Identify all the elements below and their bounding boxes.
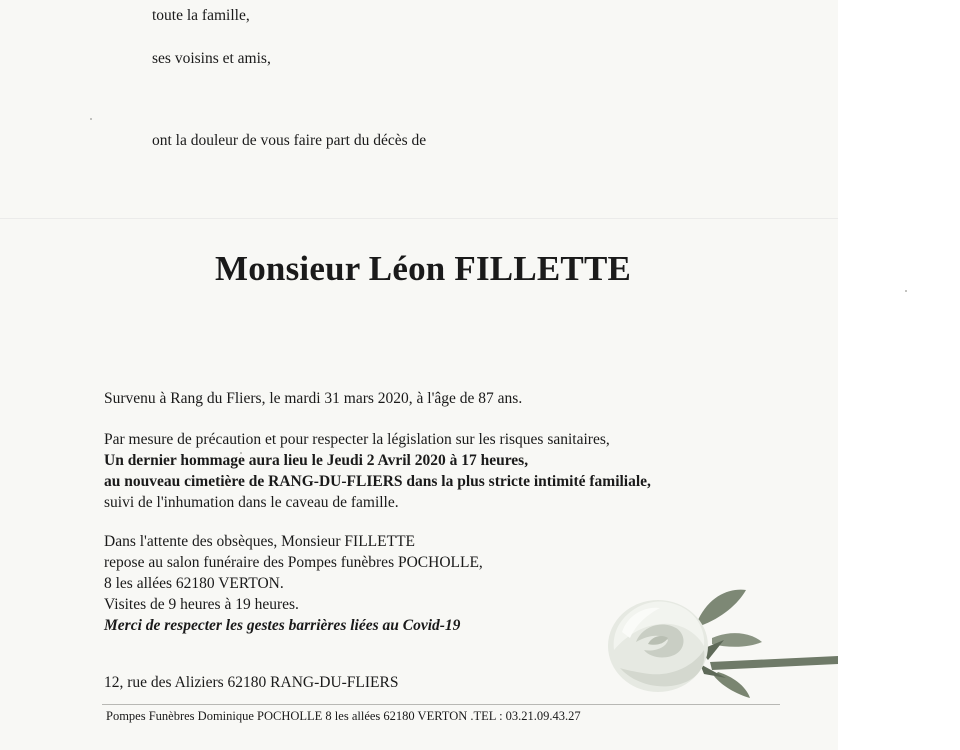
family-address: 12, rue des Aliziers 62180 RANG-DU-FLIERS (104, 674, 399, 691)
rest-visits: Visites de 9 heures à 19 heures. (104, 596, 299, 613)
deceased-name: Monsieur Léon FILLETTE (215, 249, 632, 288)
white-rose-icon (600, 580, 840, 705)
ceremony-place: au nouveau cimetière de RANG-DU-FLIERS dans la plus stricte intimité familiale, (104, 473, 651, 490)
ceremony-burial: suivi de l'inhumation dans le caveau de famille. (104, 494, 399, 511)
intro-family: toute la famille, (152, 7, 250, 24)
death-notice: Survenu à Rang du Fliers, le mardi 31 mars 2020, à l'âge de 87 ans. (104, 390, 523, 407)
rest-address: 8 les allées 62180 VERTON. (104, 575, 284, 592)
intro-neighbors: ses voisins et amis, (152, 50, 271, 67)
ceremony-date: Un dernier hommage aura lieu le Jeudi 2 Avril 2020 à 17 heures, (104, 452, 529, 469)
rest-covid-notice: Merci de respecter les gestes barrières liées au Covid-19 (104, 617, 461, 634)
intro-announcement: ont la douleur de vous faire part du décès de (152, 132, 427, 149)
paper-speck (90, 118, 92, 120)
scan-speck (905, 290, 907, 292)
paper-fold-line (0, 218, 838, 219)
rest-intro: Dans l'attente des obsèques, Monsieur FILLETTE (104, 533, 415, 550)
ceremony-precaution: Par mesure de précaution et pour respecter la législation sur les risques sanitaires, (104, 431, 610, 448)
rest-salon: repose au salon funéraire des Pompes funèbres POCHOLLE, (104, 554, 483, 571)
footer-contact: Pompes Funèbres Dominique POCHOLLE 8 les allées 62180 VERTON .TEL : 03.21.09.43.27 (106, 709, 581, 723)
